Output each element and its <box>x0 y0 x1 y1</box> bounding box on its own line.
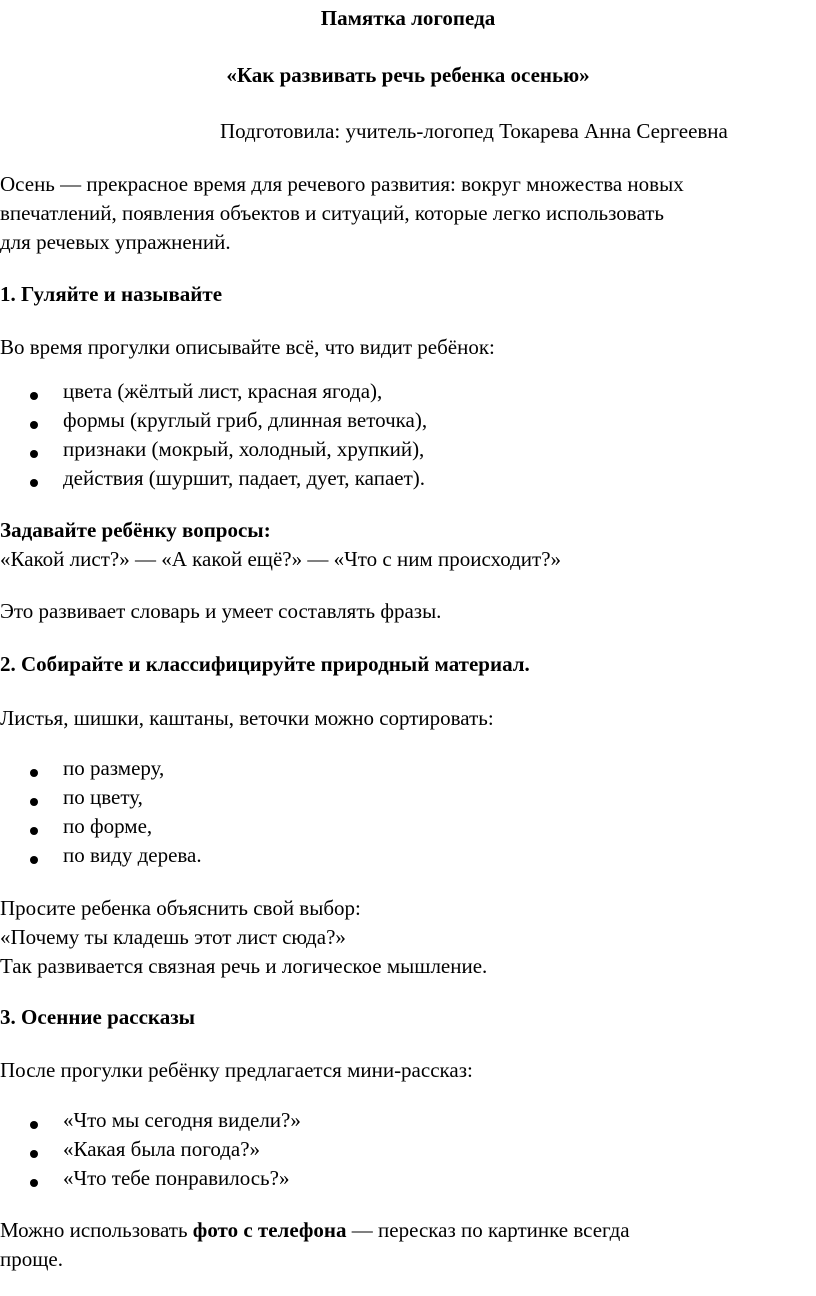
bullet-icon <box>30 856 38 864</box>
questions-heading: Задавайте ребёнку вопросы: <box>0 518 271 542</box>
bullet-icon <box>30 421 38 429</box>
section-heading: 1. Гуляйте и называйте <box>0 282 223 306</box>
bullet-icon <box>30 769 38 777</box>
list-item: по виду дерева. <box>63 843 202 867</box>
intro-line: впечатлений, появления объектов и ситуаций, которые легко использовать <box>0 201 664 225</box>
bullet-icon <box>30 1121 38 1129</box>
section-quote: «Почему ты кладешь этот лист сюда?» <box>0 925 346 949</box>
list-item: по цвету, <box>63 785 143 809</box>
list-item: цвета (жёлтый лист, красная ягода), <box>63 379 383 403</box>
closing-line-2: проще. <box>0 1247 63 1271</box>
section-lead: Листья, шишки, каштаны, веточки можно сортировать: <box>0 706 494 730</box>
doc-subtitle: «Как развивать речь ребенка осенью» <box>226 63 590 87</box>
list-item: формы (круглый гриб, длинная веточка), <box>63 408 428 432</box>
section-result: Так развивается связная речь и логическое мышление. <box>0 954 488 978</box>
list-item: действия (шуршит, падает, дует, капает). <box>63 466 426 490</box>
closing-text: Можно использовать <box>0 1218 193 1242</box>
section-ask: Просите ребенка объяснить свой выбор: <box>0 896 361 920</box>
author-line: Подготовила: учитель-логопед Токарева Анна Сергеевна <box>220 119 728 143</box>
list-item: «Что мы сегодня видели?» <box>63 1108 301 1132</box>
section-lead: После прогулки ребёнку предлагается мини-рассказ: <box>0 1058 473 1082</box>
closing-text: — пересказ по картинке всегда <box>346 1218 630 1242</box>
list-item: по форме, <box>63 814 153 838</box>
doc-title: Памятка логопеда <box>320 6 496 30</box>
section-heading: 3. Осенние рассказы <box>0 1005 196 1029</box>
bullet-icon <box>30 798 38 806</box>
bullet-icon <box>30 1179 38 1187</box>
section-result: Это развивает словарь и умеет составлять фразы. <box>0 599 442 623</box>
section-heading: 2. Собирайте и классифицируйте природный материал. <box>0 652 530 676</box>
bullet-icon <box>30 450 38 458</box>
section-lead: Во время прогулки описывайте всё, что видит ребёнок: <box>0 335 495 359</box>
list-item: признаки (мокрый, холодный, хрупкий), <box>63 437 425 461</box>
bullet-icon <box>30 827 38 835</box>
intro-line: для речевых упражнений. <box>0 230 231 254</box>
questions-text: «Какой лист?» — «А какой ещё?» — «Что с ним происходит?» <box>0 547 562 571</box>
bullet-icon <box>30 1150 38 1158</box>
closing-bold-text: фото с телефона <box>192 1218 347 1242</box>
bullet-icon <box>30 479 38 487</box>
list-item: по размеру, <box>63 756 165 780</box>
closing-line <box>0 1216 630 1245</box>
bullet-icon <box>30 392 38 400</box>
list-item: «Какая была погода?» <box>63 1137 261 1161</box>
intro-line: Осень — прекрасное время для речевого развития: вокруг множества новых <box>0 172 684 196</box>
list-item: «Что тебе понравилось?» <box>63 1166 290 1190</box>
